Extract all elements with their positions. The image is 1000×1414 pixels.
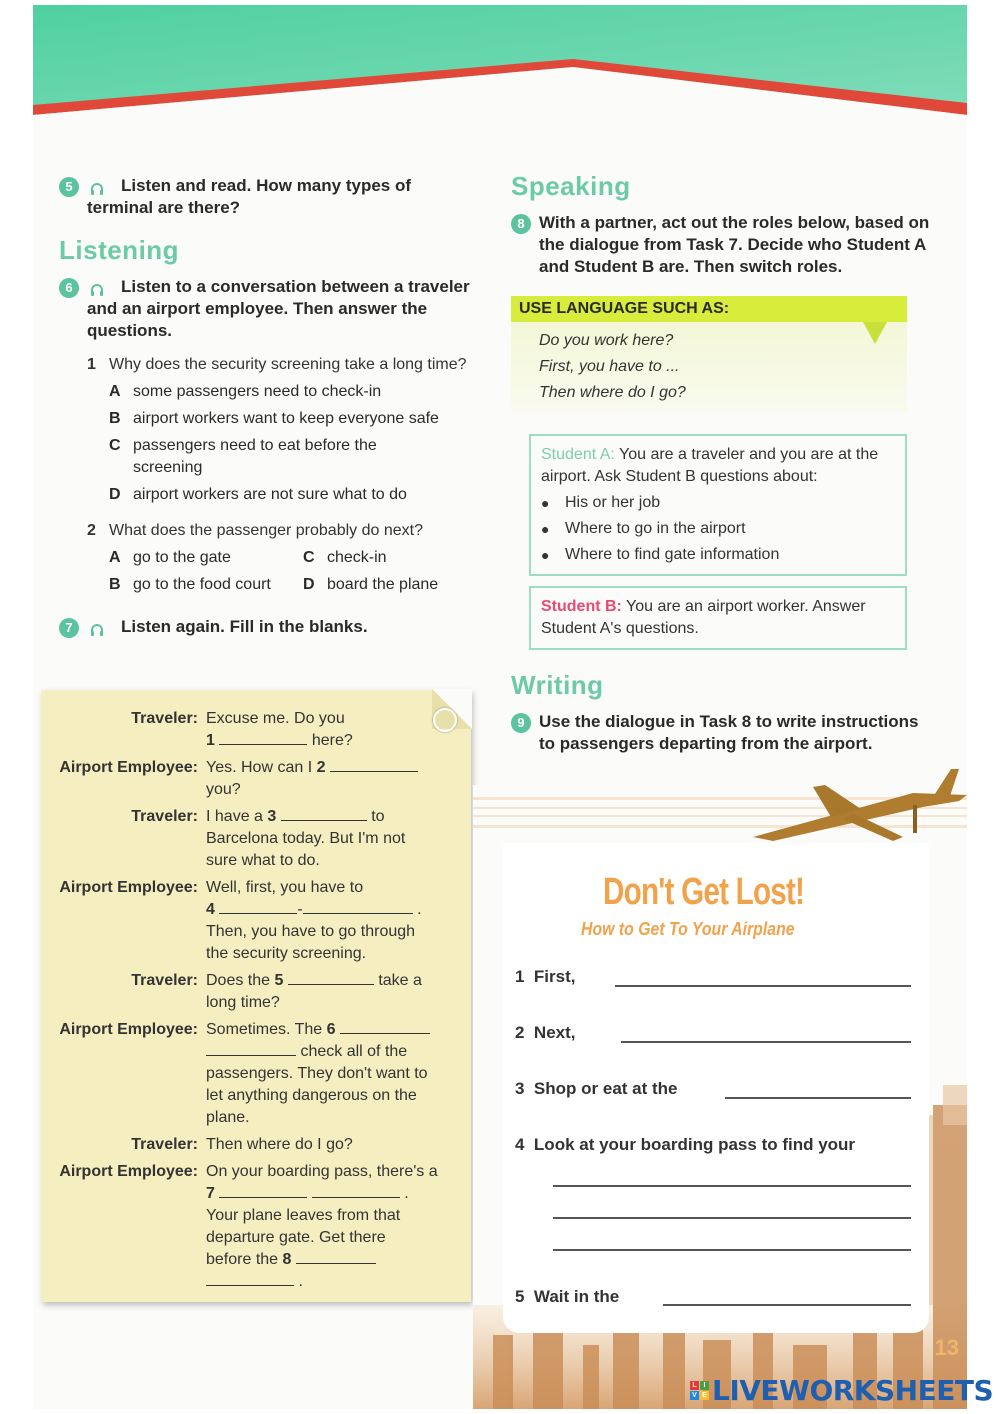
blank-6a[interactable] [340,1020,430,1034]
question-text: What does the passenger probably do next? [109,522,423,539]
language-box-heading: USE LANGUAGE SUCH AS: [511,296,907,322]
speaker-label: Airport Employee: [59,759,198,776]
answer-line[interactable] [615,985,911,987]
student-a-box: Student A: You are a traveler and you are at the airport. Ask Student B questions about: ● His or her job ● Where to go in the airport ● Where to find gate information [529,434,907,576]
bullet-item: ● Where to find gate information [541,546,780,563]
answer-line[interactable] [553,1217,911,1219]
blank-7b[interactable] [312,1184,400,1198]
answer-option[interactable]: B airport workers want to keep everyone safe [109,410,439,427]
task-7-instruction: Listen again. Fill in the blanks. [121,617,368,636]
question-1 [59,354,479,506]
airplane-image [753,757,967,847]
page-number: 13 [934,1335,959,1360]
writing-line-1: 1 First, [515,967,576,986]
writing-card-title: Don't Get Lost! [603,871,805,913]
dialogue-row: Traveler: Does the 5 take a long time? [41,970,471,1014]
writing-line-3: 3 Shop or eat at the [515,1079,678,1098]
answer-option[interactable]: B go to the food court [109,576,271,593]
question-number: 1 [87,356,96,373]
answer-line[interactable] [621,1041,911,1043]
speaker-label: Traveler: [131,808,198,825]
answer-option[interactable]: C check-in [303,549,387,566]
worksheet-page [33,5,967,1409]
liveworksheets-logo [690,1372,993,1408]
task-8 [511,212,939,278]
speaker-label: Airport Employee: [59,1021,198,1038]
blank-1[interactable] [219,731,307,745]
answer-option[interactable]: D airport workers are not sure what to do [109,486,407,503]
language-phrase: Do you work here? [539,332,674,349]
student-b-label: Student B: [541,598,622,615]
dialogue-row: Traveler: I have a 3 to Barcelona today. But I'm not sure what to do. [41,806,471,872]
speaker-label: Airport Employee: [59,1163,198,1180]
writing-card-subtitle: How to Get To Your Airplane [581,919,795,939]
bullet-item: ● His or her job [541,494,661,511]
student-a-label: Student A: [541,446,615,463]
language-box [511,296,907,412]
blank-3[interactable] [281,807,367,821]
question-2 [59,520,479,596]
task-7 [59,616,479,638]
task-9 [511,711,939,755]
language-phrase: First, you have to ... [539,358,680,375]
answer-line[interactable] [553,1249,911,1251]
language-phrase: Then where do I go? [539,384,686,401]
answer-option[interactable]: D board the plane [303,576,439,593]
logo-grid-icon: L I V E [690,1381,709,1400]
writing-line-2: 2 Next, [515,1023,576,1042]
headphones-icon[interactable] [89,177,105,199]
dialogue-row: Airport Employee: On your boarding pass, there's a 7 . Your plane leaves from that departure gate. Get there before the 8 . [41,1161,471,1293]
writing-title: Writing [511,670,604,700]
dialogue-row: Airport Employee: Well, first, you have to 4 - . Then, you have to go through the security screening. [41,877,471,965]
task-number-badge: 9 [511,713,531,733]
header-banner [33,5,967,115]
speaker-label: Traveler: [131,710,198,727]
right-column [511,171,939,755]
left-column [59,175,479,638]
task-6-instruction: Listen to a conversation between a traveler and an airport employee. Then answer the questions. [87,277,470,340]
blank-5[interactable] [288,971,374,985]
question-number: 2 [87,522,96,539]
bullet-item: ● Where to go in the airport [541,520,746,537]
answer-option[interactable]: A some passengers need to check-in [109,383,382,400]
task-number-badge: 6 [59,278,79,298]
blank-7a[interactable] [219,1184,307,1198]
writing-line-4: 4 Look at your boarding pass to find your [515,1135,856,1154]
dialogue-card [41,690,471,1302]
dialogue-row: Airport Employee: Sometimes. The 6 check all of the passengers. They don't want to let anything dangerous on the plane. [41,1019,471,1129]
headphones-icon[interactable] [89,278,105,300]
task-number-badge: 5 [59,177,79,197]
listening-title: Listening [59,235,180,265]
speech-pointer-icon [863,322,887,344]
speaker-label: Traveler: [131,1136,198,1153]
blank-6b[interactable] [206,1042,296,1056]
speaker-label: Airport Employee: [59,879,198,896]
blank-8b[interactable] [206,1272,294,1286]
paper-clip-ring-icon [433,708,457,732]
dialogue-row: Traveler: Then where do I go? [41,1134,471,1156]
speaker-label: Traveler: [131,972,198,989]
dialogue-row: Airport Employee: Yes. How can I 2 you? [41,757,471,801]
answer-line[interactable] [725,1097,911,1099]
student-b-box: Student B: You are an airport worker. Answer Student A's questions. [529,586,907,650]
blank-2[interactable] [330,758,418,772]
dialogue-row: Traveler: Excuse me. Do you 1 here? [41,708,471,752]
task-5-instruction: Listen and read. How many types of terminal are there? [87,176,412,217]
answer-line[interactable] [553,1185,911,1187]
answer-option[interactable]: A go to the gate [109,549,231,566]
headphones-icon[interactable] [89,618,105,640]
task-9-instruction: Use the dialogue in Task 8 to write instructions to passengers departing from the airport. [539,712,919,753]
task-number-badge: 8 [511,214,531,234]
blank-4b[interactable] [303,900,413,914]
task-8-instruction: With a partner, act out the roles below, based on the dialogue from Task 7. Decide who Student A and Student B are. Then switch roles. [539,213,930,276]
answer-line[interactable] [663,1304,911,1306]
task-number-badge: 7 [59,618,79,638]
writing-card [503,843,929,1333]
question-text: Why does the security screening take a long time? [109,356,467,373]
task-5 [59,175,479,219]
blank-8a[interactable] [296,1250,376,1264]
answer-option[interactable]: C passengers need to eat before the screening [109,437,377,476]
watermark-text: LIVEWORKSHEETS [712,1373,994,1407]
task-6 [59,276,479,342]
blank-4a[interactable] [219,900,297,914]
speaking-title: Speaking [511,171,631,201]
writing-line-5: 5 Wait in the [515,1287,620,1306]
